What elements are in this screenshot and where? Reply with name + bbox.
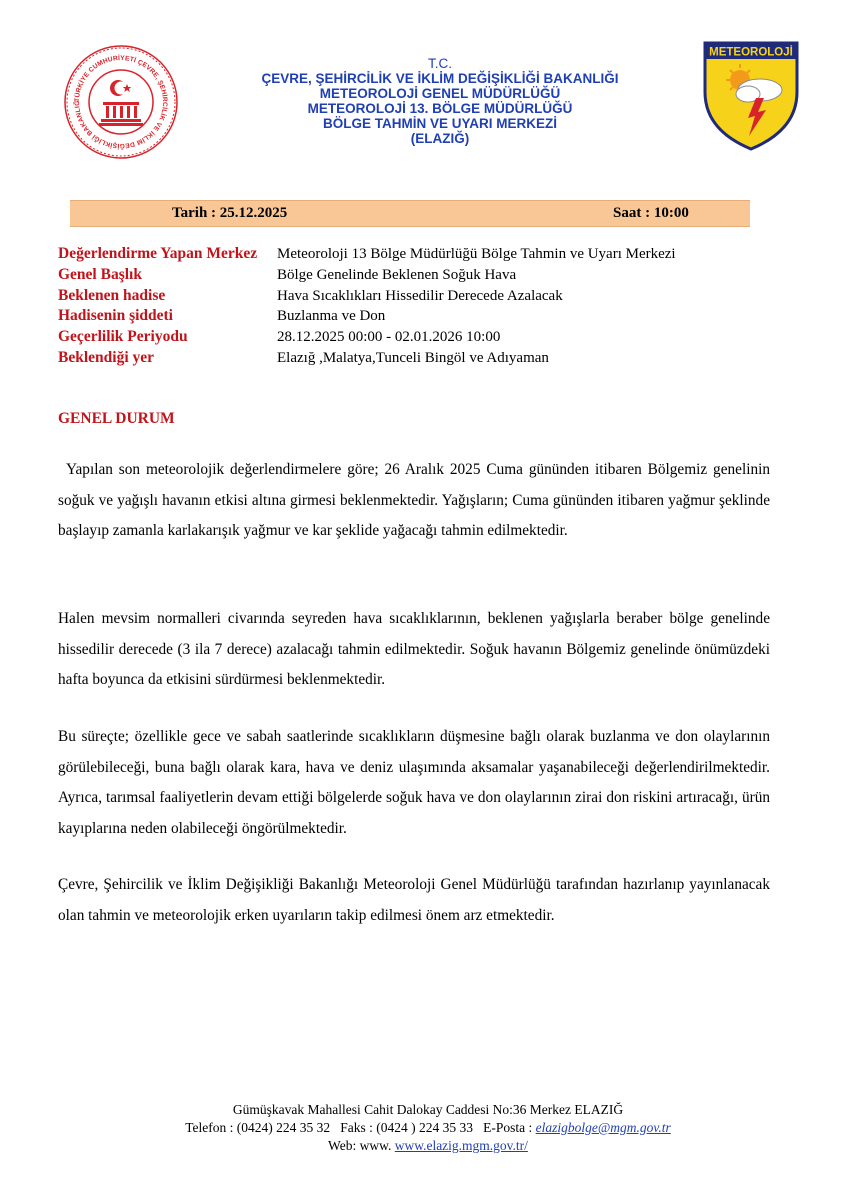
info-row bbox=[58, 348, 818, 369]
info-label: Değerlendirme Yapan Merkez bbox=[58, 245, 258, 262]
info-row bbox=[58, 286, 818, 307]
web-prefix: www. bbox=[359, 1138, 392, 1153]
info-value: Buzlanma ve Don bbox=[277, 308, 386, 325]
body-paragraph: Halen mevsim normalleri civarında seyreden hava sıcaklıklarının, beklenen yağışlarla beraber bölge genelinde hissedilir derecede (3 ila 7 derece) azalacağı tahmin edilmektedir. Soğuk havanın Bölgemiz genelinde önümüzdeki hafta boyunca da etkisini sürdürmesi beklenmektedir. bbox=[58, 610, 770, 688]
fax-label: Faks : bbox=[340, 1120, 373, 1135]
header-center: BÖLGE TAHMİN VE UYARI MERKEZİ bbox=[322, 116, 557, 131]
logo-text: METEOROLOJİ bbox=[709, 46, 793, 59]
info-label: Beklenen hadise bbox=[58, 286, 166, 304]
header-directorate: METEOROLOJİ GENEL MÜDÜRLÜĞÜ bbox=[319, 86, 561, 101]
body-paragraph: Yapılan son meteorolojik değerlendirmelere göre; 26 Aralık 2025 Cuma gününden itibaren Bölgemiz genelinin soğuk ve yağışlı havanın etkisi altına girmesi beklenmektedir. Yağışların; Cuma gününden itibaren yağmur şeklinde başlayıp zamanla karlakarışık yağmur ve kar şeklide yağacağı tahmin edilmektedir. bbox=[58, 461, 770, 539]
web-label: Web: bbox=[328, 1138, 357, 1153]
info-value: Hava Sıcaklıkları Hissedilir Derecede Azalacak bbox=[277, 287, 563, 304]
info-label: Geçerlilik Periyodu bbox=[58, 328, 188, 346]
info-table bbox=[58, 244, 818, 369]
info-value: 28.12.2025 00:00 - 02.01.2026 10:00 bbox=[277, 329, 501, 346]
header-city: (ELAZIĞ) bbox=[410, 131, 470, 146]
phone-number: (0424) 224 35 32 bbox=[236, 1120, 331, 1135]
info-label: Beklendiği yer bbox=[58, 348, 155, 366]
email-label: E-Posta : bbox=[483, 1120, 533, 1135]
meteoroloji-logo-icon bbox=[702, 40, 800, 152]
report-date: Tarih : 25.12.2025 bbox=[172, 205, 288, 221]
ministry-seal-icon bbox=[63, 44, 179, 160]
phone-label: Telefon : bbox=[185, 1120, 234, 1135]
info-value: Meteoroloji 13 Bölge Müdürlüğü Bölge Tahmin ve Uyarı Merkezi bbox=[277, 246, 676, 262]
info-value: Elazığ ,Malatya,Tunceli Bingöl ve Adıyaman bbox=[277, 349, 549, 366]
seal-text: TÜRKİYE CUMHURİYETİ ÇEVRE, ŞEHİRCİLİK VE İKLİM DEĞİŞİKLİĞİ BAKANLIĞ bbox=[73, 54, 169, 150]
web-link[interactable]: www.elazig.mgm.gov.tr/ bbox=[394, 1138, 528, 1153]
header-tc: T.C. bbox=[427, 56, 452, 71]
info-row bbox=[58, 265, 818, 286]
document-header bbox=[180, 56, 700, 146]
header-regional-office: METEOROLOJİ 13. BÖLGE MÜDÜRLÜĞÜ bbox=[307, 101, 573, 116]
email-link[interactable]: elazigbolge@mgm.gov.tr bbox=[535, 1120, 671, 1135]
section-title: GENEL DURUM bbox=[58, 410, 175, 427]
info-label: Hadisenin şiddeti bbox=[58, 307, 173, 325]
fax-number: (0424 ) 224 35 33 bbox=[376, 1120, 474, 1135]
info-label: Genel Başlık bbox=[58, 265, 142, 283]
info-row bbox=[58, 327, 818, 348]
footer-address: Gümüşkavak Mahallesi Cahit Dalokay Caddesi No:36 Merkez ELAZIĞ bbox=[232, 1102, 624, 1117]
footer-web bbox=[0, 1137, 856, 1155]
report-time: Saat : 10:00 bbox=[613, 205, 689, 221]
footer bbox=[0, 1101, 856, 1155]
date-time-bar bbox=[70, 200, 750, 227]
info-row bbox=[58, 306, 818, 327]
header-ministry: ÇEVRE, ŞEHİRCİLİK VE İKLİM DEĞİŞİKLİĞİ BAKANLIĞI bbox=[261, 71, 619, 86]
info-row bbox=[58, 244, 818, 265]
info-value: Bölge Genelinde Beklenen Soğuk Hava bbox=[277, 266, 517, 283]
body-paragraph: Çevre, Şehircilik ve İklim Değişikliği Bakanlığı Meteoroloji Genel Müdürlüğü tarafından hazırlanıp yayınlanacak olan tahmin ve meteorolojik erken uyarıların takip edilmesi önem arz etmektedir. bbox=[58, 876, 770, 924]
footer-contacts bbox=[0, 1119, 856, 1137]
body-paragraph: Bu süreçte; özellikle gece ve sabah saatlerinde sıcaklıkların düşmesine bağlı olarak buzlanma ve don olaylarının görülebileceği, buna bağlı olarak kara, hava ve deniz ulaşımında aksamalar yaşanabileceği değerlendirilmektedir. Ayrıca, tarımsal faaliyetlerin devam ettiği bölgelerde soğuk hava ve don olaylarının zirai don riskini artıracağı, ürün kayıplarına neden olabileceği öngörülmektedir. bbox=[58, 728, 770, 837]
